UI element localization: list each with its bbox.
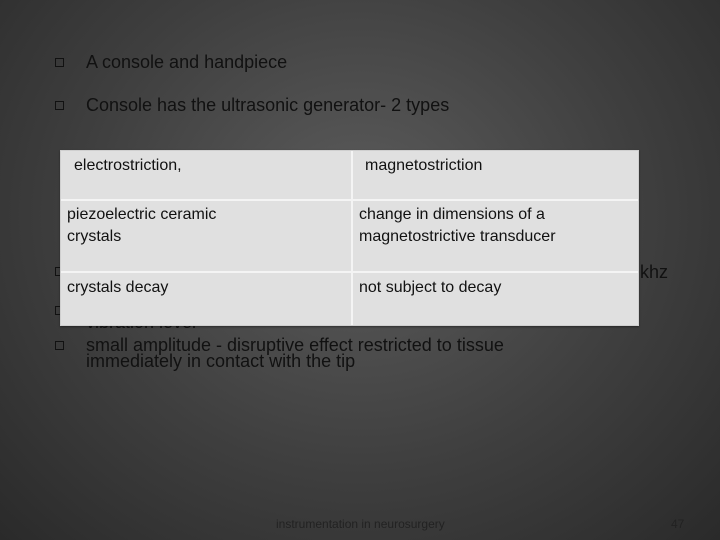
table-cell-magnetostrictive-transducer: change in dimensions of a magnetostrictive transducer	[359, 206, 556, 245]
bullet-marker	[55, 341, 64, 350]
table-header-magnetostriction: magnetostriction	[365, 157, 483, 174]
table-header-electrostriction: electrostriction,	[74, 157, 182, 174]
bullet-console-handpiece: A console and handpiece	[86, 52, 288, 72]
khz-text: khz	[640, 262, 669, 282]
table-row-divider	[61, 199, 638, 201]
table-cell-not-subject-decay: not subject to decay	[359, 279, 502, 296]
table-cell-crystals-decay: crystals decay	[67, 279, 169, 296]
bullet-immediately-contact: immediately in contact with the tip	[86, 351, 356, 371]
table-column-divider	[351, 151, 353, 325]
bullet-ultrasonic-generator: Console has the ultrasonic generator- 2 types	[86, 95, 450, 115]
generator-types-table	[60, 150, 639, 326]
table-cell-piezoelectric: piezoelectric ceramic crystals	[67, 206, 217, 245]
footer-caption: instrumentation in neurosurgery	[276, 517, 445, 531]
table-row-divider	[61, 271, 638, 273]
bullet-small-amplitude: small amplitude - disruptive effect restricted to tissue	[86, 335, 504, 355]
bullet-marker	[55, 58, 64, 67]
bullet-marker	[55, 101, 64, 110]
page-number: 47	[671, 517, 685, 531]
